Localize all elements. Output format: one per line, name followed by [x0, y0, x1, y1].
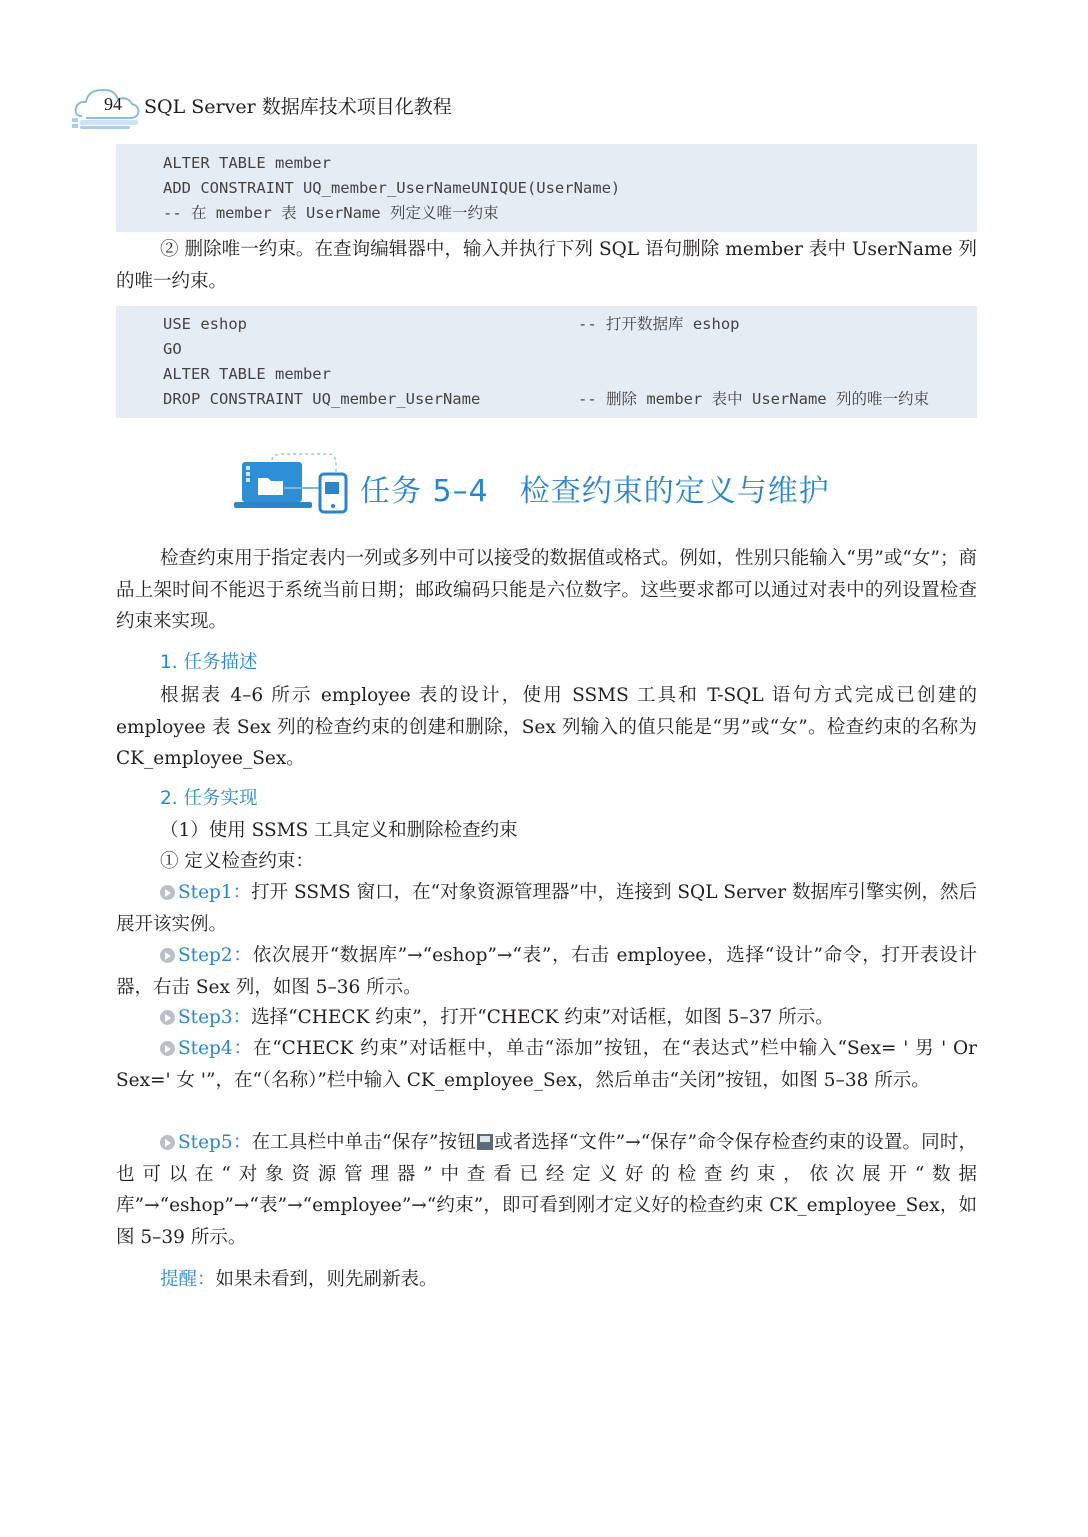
subheading-define-check: ① 定义检查约束： — [160, 851, 314, 872]
step-arrow-icon — [160, 1041, 175, 1056]
code-block-1 — [116, 144, 977, 232]
intro-paragraph: 检查约束用于指定表内一列或多列中可以接受的数据值或格式。例如，性别只能输入“男”或“女”；商品上架时间不能迟于系统当前日期；邮政编码只能是六位数字。这些要求都可以通过对表中的列设置检查约束来实现。 — [116, 548, 977, 632]
step-label: Step4： — [178, 1038, 253, 1059]
step-arrow-icon — [160, 885, 175, 900]
section-heading-implementation: 2. 任务实现 — [160, 788, 258, 809]
page-number: 94 — [104, 94, 122, 114]
step-arrow-icon — [160, 1135, 175, 1150]
laptop-phone-icon — [232, 452, 352, 516]
tip-paragraph — [116, 1264, 977, 1296]
save-icon — [477, 1134, 493, 1150]
step-label: Step3： — [178, 1007, 252, 1028]
step-text: 在工具栏中单击“保存”按钮 — [251, 1132, 476, 1153]
step-text: 依次展开“数据库”→“eshop”→“表”，右击 employee，选择“设计”命令，打开表设计器，右击 Sex 列，如图 5–36 所示。 — [116, 945, 977, 998]
tip-text: 如果未看到，则先刷新表。 — [215, 1269, 438, 1290]
task-title: 任务 5–4 检查约束的定义与维护 — [360, 474, 830, 509]
step-label: Step2： — [178, 945, 253, 966]
task-description-paragraph: 根据表 4–6 所示 employee 表的设计，使用 SSMS 工具和 T-SQL 语句方式完成已创建的 employee 表 Sex 列的检查约束的创建和删除，Sex 列输入的值只能是“男”或“女”。检查约束的名称为 CK_employee_Sex。 — [116, 685, 977, 769]
page-header — [68, 82, 488, 132]
book-title: SQL Server 数据库技术项目化教程 — [144, 96, 452, 118]
code-line: -- 在 member 表 UserName 列定义唯一约束 — [163, 204, 499, 222]
step-text: 选择“CHECK 约束”，打开“CHECK 约束”对话框，如图 5–37 所示。 — [251, 1007, 834, 1028]
step-1 — [116, 877, 977, 940]
step-text: 或者选择“文件”→“保存”命令保存检查约束的设置。同时，也可以在“对象资源管理器”中查看已经定义好的检查约束，依次展开“数据库”→“eshop”→“表”→“employee”→“约束”，即可看到刚才定义好的检查约束 CK_employee_Sex，如图 5–39 所示。 — [116, 1132, 977, 1248]
step-5 — [116, 1127, 977, 1253]
code-line: GO — [163, 340, 182, 358]
code-comment: -- 打开数据库 eshop — [578, 315, 740, 333]
step-3 — [116, 1002, 977, 1034]
tip-label: 提醒： — [160, 1269, 216, 1290]
step-arrow-icon — [160, 948, 175, 963]
step-label: Step1： — [178, 882, 252, 903]
step-4 — [116, 1033, 977, 1096]
step-arrow-icon — [160, 1010, 175, 1025]
subheading-ssms: （1）使用 SSMS 工具定义和删除检查约束 — [160, 820, 518, 841]
code-comment: -- 删除 member 表中 UserName 列的唯一约束 — [578, 390, 929, 408]
code-block-2 — [116, 306, 977, 418]
code-line: ALTER TABLE member — [163, 154, 331, 172]
code-line: DROP CONSTRAINT UQ_member_UserName — [163, 390, 481, 408]
step-2 — [116, 940, 977, 1003]
code-line: USE eshop — [163, 315, 247, 333]
code-line: ADD CONSTRAINT UQ_member_UserNameUNIQUE(UserName) — [163, 179, 621, 197]
step-text: 在“CHECK 约束”对话框中，单击“添加”按钮，在“表达式”栏中输入“Sex= ' 男 ' Or Sex=' 女 '”，在“（名称）”栏中输入 CK_employee_Sex，然后单击“关闭”按钮，如图 5–38 所示。 — [116, 1038, 977, 1091]
code-line: ALTER TABLE member — [163, 365, 331, 383]
step-text: 打开 SSMS 窗口，在“对象资源管理器”中，连接到 SQL Server 数据库引擎实例，然后展开该实例。 — [116, 882, 977, 935]
paragraph-delete-unique: ② 删除唯一约束。在查询编辑器中，输入并执行下列 SQL 语句删除 member 表中 UserName 列的唯一约束。 — [116, 239, 977, 292]
step-label: Step5： — [178, 1132, 252, 1153]
section-heading-description: 1. 任务描述 — [160, 652, 258, 673]
